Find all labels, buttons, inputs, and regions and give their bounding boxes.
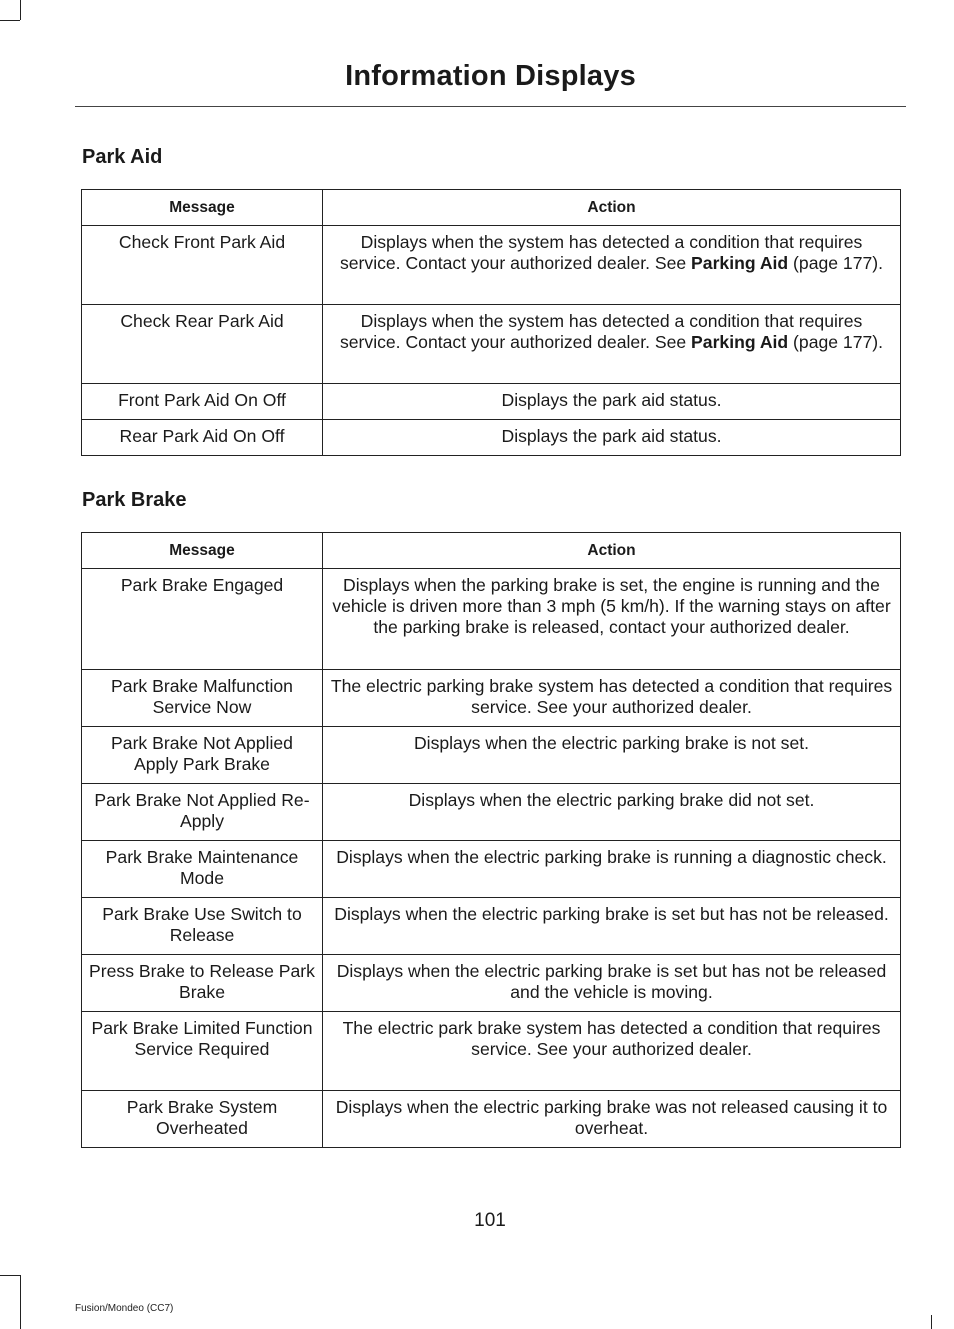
table-row [82,420,901,456]
table-row [82,226,901,305]
title-divider [75,106,906,107]
message-cell: Park Brake Limited Function Service Required [82,1012,323,1091]
table-row [82,898,901,955]
message-cell: Park Brake Malfunction Service Now [82,670,323,727]
parking-aid-reference: Parking Aid [691,253,789,273]
table-row [82,841,901,898]
action-cell [323,226,901,305]
action-cell: Displays the park aid status. [323,384,901,420]
message-cell: Rear Park Aid On Off [82,420,323,456]
table-row [82,384,901,420]
action-cell: Displays when the electric parking brake is set but has not be released. [323,898,901,955]
action-text: Displays when the system has detected a condition that requires service. Contact your authorized dealer. See [339,232,863,273]
message-cell: Park Brake System Overheated [82,1091,323,1148]
crop-mark-bottom-left-h [0,1275,20,1276]
message-cell: Park Brake Not Applied Apply Park Brake [82,727,323,784]
message-cell: Check Rear Park Aid [82,305,323,384]
crop-mark-bottom-left-v [20,1275,21,1329]
footer-model-label: Fusion/Mondeo (CC7) [75,1303,174,1314]
table-row [82,569,901,670]
page-reference: (page 177). [788,253,884,273]
action-cell: The electric parking brake system has detected a condition that requires service. See your authorized dealer. [323,670,901,727]
column-header-action: Action [323,533,901,569]
action-cell: Displays when the electric parking brake is not set. [323,727,901,784]
table-header-row [82,533,901,569]
table-row [82,784,901,841]
table-row [82,670,901,727]
column-header-message: Message [82,533,323,569]
message-cell: Press Brake to Release Park Brake [82,955,323,1012]
section-heading-park-brake: Park Brake [82,489,187,511]
page-number: 101 [474,1210,506,1231]
message-cell: Park Brake Maintenance Mode [82,841,323,898]
table-row [82,1091,901,1148]
action-cell: The electric park brake system has detected a condition that requires service. See your authorized dealer. [323,1012,901,1091]
page-title: Information Displays [345,60,636,92]
crop-mark-top-left-v [20,0,21,20]
table-row [82,305,901,384]
message-cell: Park Brake Engaged [82,569,323,670]
page-reference: (page 177). [788,332,884,352]
message-cell: Park Brake Not Applied Re-Apply [82,784,323,841]
action-cell: Displays when the electric parking brake is set but has not be released and the vehicle is moving. [323,955,901,1012]
action-cell: Displays when the electric parking brake is running a diagnostic check. [323,841,901,898]
action-cell [323,305,901,384]
action-cell: Displays the park aid status. [323,420,901,456]
park-brake-table [81,532,901,1148]
column-header-message: Message [82,190,323,226]
table-row [82,955,901,1012]
message-cell: Check Front Park Aid [82,226,323,305]
section-heading-park-aid: Park Aid [82,146,163,168]
table-header-row [82,190,901,226]
message-cell: Front Park Aid On Off [82,384,323,420]
park-aid-table [81,189,901,456]
crop-mark-bottom-right-v [931,1315,932,1329]
message-cell: Park Brake Use Switch to Release [82,898,323,955]
table-row [82,1012,901,1091]
table-row [82,727,901,784]
column-header-action: Action [323,190,901,226]
action-cell: Displays when the electric parking brake was not released causing it to overheat. [323,1091,901,1148]
action-cell: Displays when the parking brake is set, the engine is running and the vehicle is driven more than 3 mph (5 km/h). If the warning stays on after the parking brake is released, contact your authorized dealer. [323,569,901,670]
crop-mark-top-left-h [0,20,20,21]
parking-aid-reference: Parking Aid [691,332,789,352]
action-text: Displays when the system has detected a condition that requires service. Contact your authorized dealer. See [339,311,863,352]
action-cell: Displays when the electric parking brake did not set. [323,784,901,841]
